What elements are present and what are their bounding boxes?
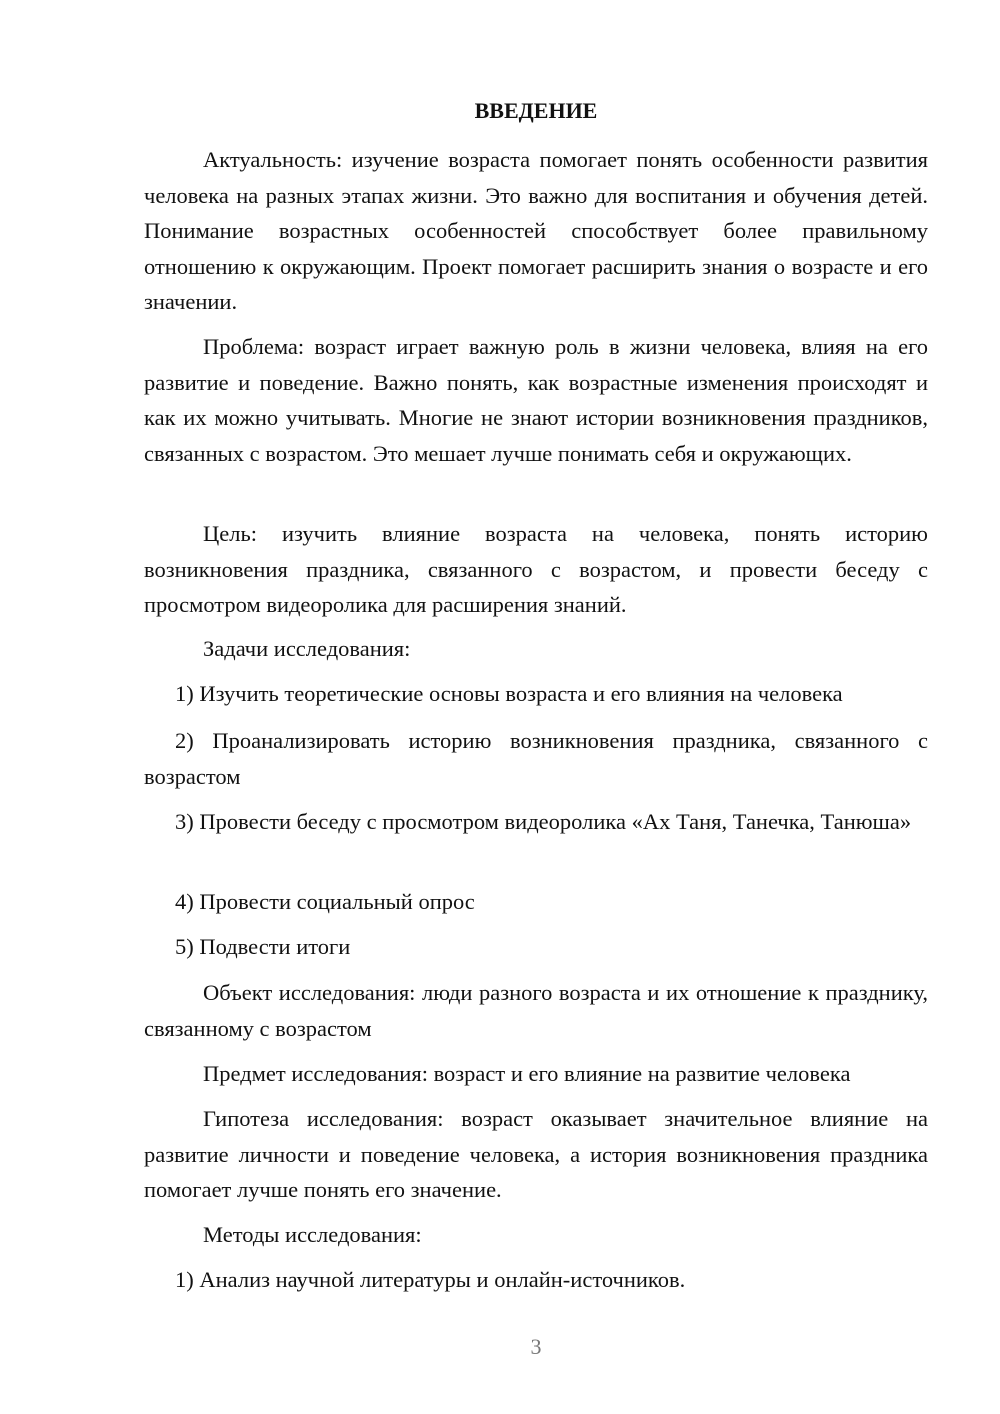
page-title: ВВЕДЕНИЕ: [474, 98, 598, 123]
methods-title: Методы исследования:: [203, 1222, 422, 1247]
goal-paragraph: Цель: изучить влияние возраста на человека, понять историю возникновения праздника, связанного с возрастом, и провести беседу с просмотром видеоролика для расширения знаний.: [144, 521, 928, 617]
hypothesis-paragraph: Гипотеза исследования: возраст оказывает значительное влияние на развитие личности и поведение человека, а история возникновения праздника помогает лучше понять его значение.: [144, 1106, 928, 1202]
task-item-3: 3) Провести беседу с просмотром видеоролика «Ах Таня, Танечка, Танюша»: [175, 809, 912, 834]
task-item-5: 5) Подвести итоги: [175, 934, 351, 959]
page-number: 3: [530, 1334, 542, 1359]
task-item-4: 4) Провести социальный опрос: [175, 889, 475, 914]
object-paragraph: Объект исследования: люди разного возраста и их отношение к празднику, связанному с возрастом: [144, 980, 928, 1041]
subject-paragraph: Предмет исследования: возраст и его влияние на развитие человека: [203, 1061, 851, 1086]
task-item-2: 2) Проанализировать историю возникновения праздника, связанного с возрастом: [144, 728, 928, 789]
method-item-1: 1) Анализ научной литературы и онлайн-источников.: [175, 1267, 686, 1292]
relevance-paragraph: Актуальность: изучение возраста помогает понять особенности развития человека на разных этапах жизни. Это важно для воспитания и обучения детей. Понимание возрастных особенностей способствует более правильному отношению к окружающим. Проект помогает расширить знания о возрасте и его значении.: [144, 147, 928, 314]
tasks-title: Задачи исследования:: [203, 636, 411, 661]
problem-paragraph: Проблема: возраст играет важную роль в жизни человека, влияя на его развитие и поведение. Важно понять, как возрастные изменения происходят и как их можно учитывать. Многие не знают истории возникновения праздников, связанных с возрастом. Это мешает лучше понимать себя и окружающих.: [144, 334, 928, 466]
task-item-1: 1) Изучить теоретические основы возраста и его влияния на человека: [175, 681, 843, 706]
